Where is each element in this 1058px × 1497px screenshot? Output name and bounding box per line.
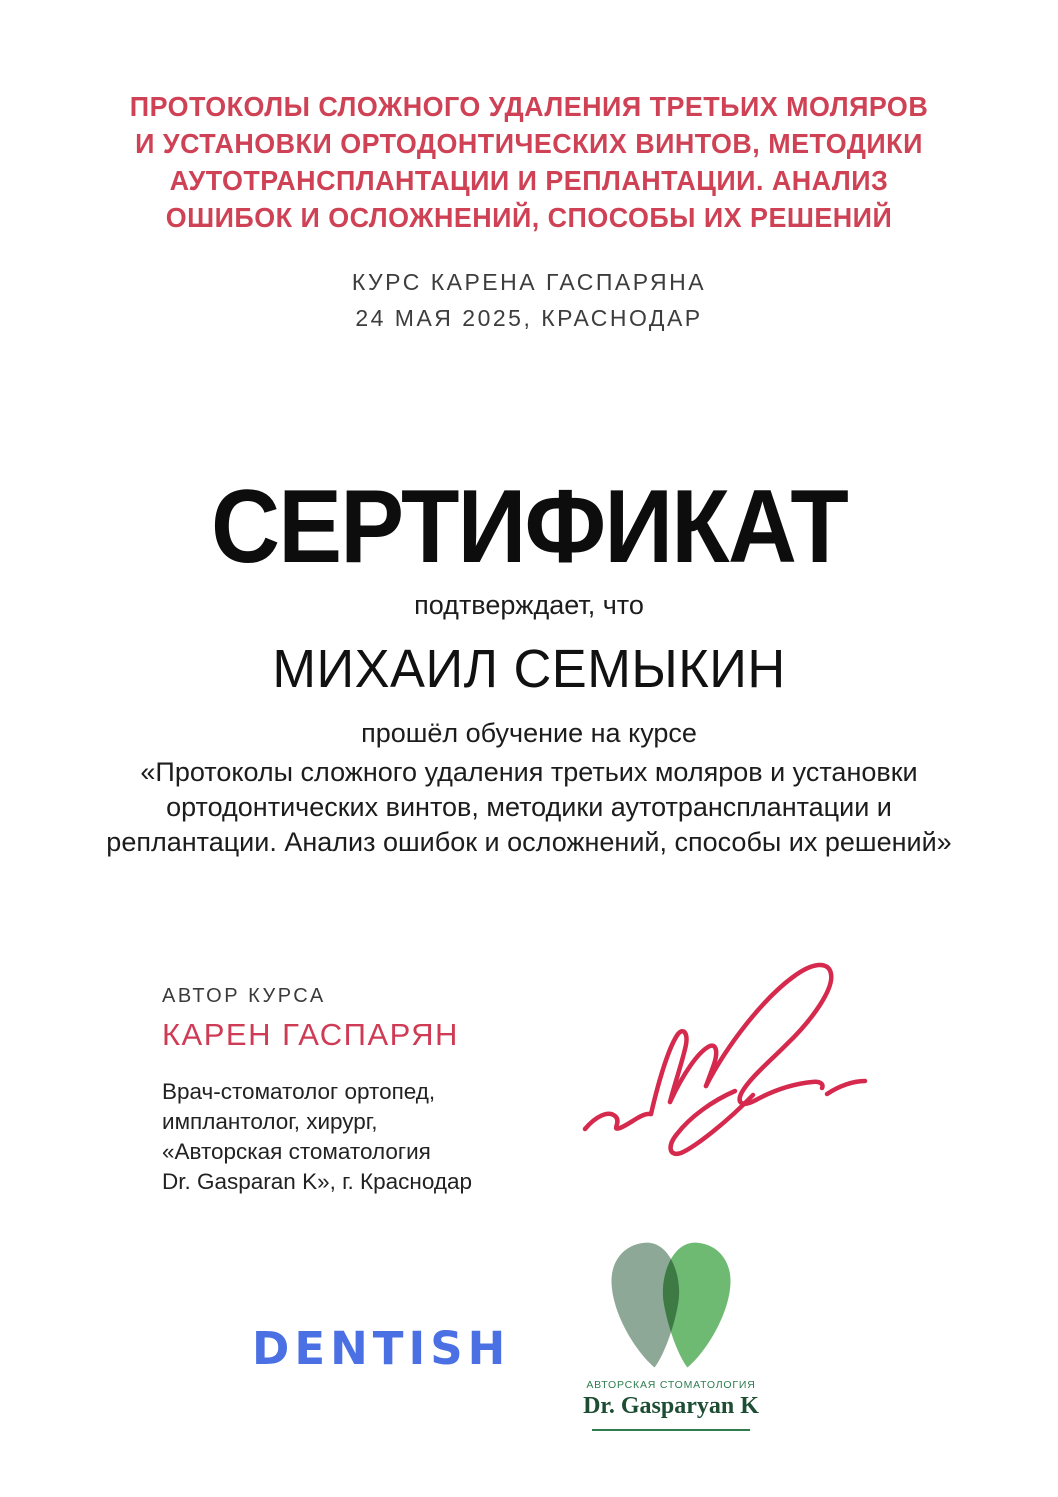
clinic-logo bbox=[583, 1240, 759, 1431]
author-bio-line: «Авторская стоматология bbox=[162, 1139, 431, 1164]
clinic-tagline: АВТОРСКАЯ СТОМАТОЛОГИЯ bbox=[586, 1379, 756, 1391]
clinic-name: Dr. Gasparyan K bbox=[583, 1393, 759, 1419]
course-title-line: ОШИБОК И ОСЛОЖНЕНИЙ, СПОСОБЫ ИХ РЕШЕНИЙ bbox=[165, 202, 893, 233]
course-quote-line: ортодонтических винтов, методики аутотрансплантации и bbox=[166, 792, 892, 822]
course-title-line: И УСТАНОВКИ ОРТОДОНТИЧЕСКИХ ВИНТОВ, МЕТОДИКИ bbox=[135, 128, 923, 159]
author-bio-line: Dr. Gasparan K», г. Краснодар bbox=[162, 1169, 473, 1194]
signature-icon bbox=[575, 945, 885, 1170]
author-name: КАРЕН ГАСПАРЯН bbox=[162, 1017, 459, 1052]
confirms-text: подтверждает, что bbox=[414, 590, 644, 620]
course-quote-line: «Протоколы сложного удаления третьих моляров и установки bbox=[140, 757, 918, 787]
dentish-logo: DENTISH bbox=[252, 1322, 511, 1375]
course-title bbox=[21, 88, 1037, 236]
course-date-line: 24 МАЯ 2025, КРАСНОДАР bbox=[355, 305, 703, 331]
completed-text: прошёл обучение на курсе bbox=[361, 718, 697, 748]
course-title-line: АУТОТРАНСПЛАНТАЦИИ И РЕПЛАНТАЦИИ. АНАЛИЗ bbox=[169, 165, 889, 196]
recipient-name: МИХАИЛ СЕМЫКИН bbox=[272, 639, 786, 699]
course-quote bbox=[0, 755, 1058, 860]
course-title-line: ПРОТОКОЛЫ СЛОЖНОГО УДАЛЕНИЯ ТРЕТЬИХ МОЛЯРОВ bbox=[129, 91, 929, 122]
author-bio-line: Врач-стоматолог ортопед, bbox=[162, 1079, 436, 1104]
clinic-underline bbox=[592, 1429, 750, 1431]
course-author-line: КУРС КАРЕНА ГАСПАРЯНА bbox=[351, 269, 707, 295]
author-bio-line: имплантолог, хирург, bbox=[162, 1109, 378, 1134]
course-subtitle bbox=[0, 264, 1058, 336]
author-label: АВТОР КУРСА bbox=[162, 985, 326, 1007]
author-bio bbox=[162, 1077, 472, 1197]
course-quote-line: реплантации. Анализ ошибок и осложнений, способы их решений» bbox=[106, 827, 952, 857]
tooth-icon bbox=[596, 1240, 746, 1372]
author-block bbox=[162, 985, 472, 1197]
certificate-title: СЕРТИФИКАТ bbox=[211, 469, 847, 585]
